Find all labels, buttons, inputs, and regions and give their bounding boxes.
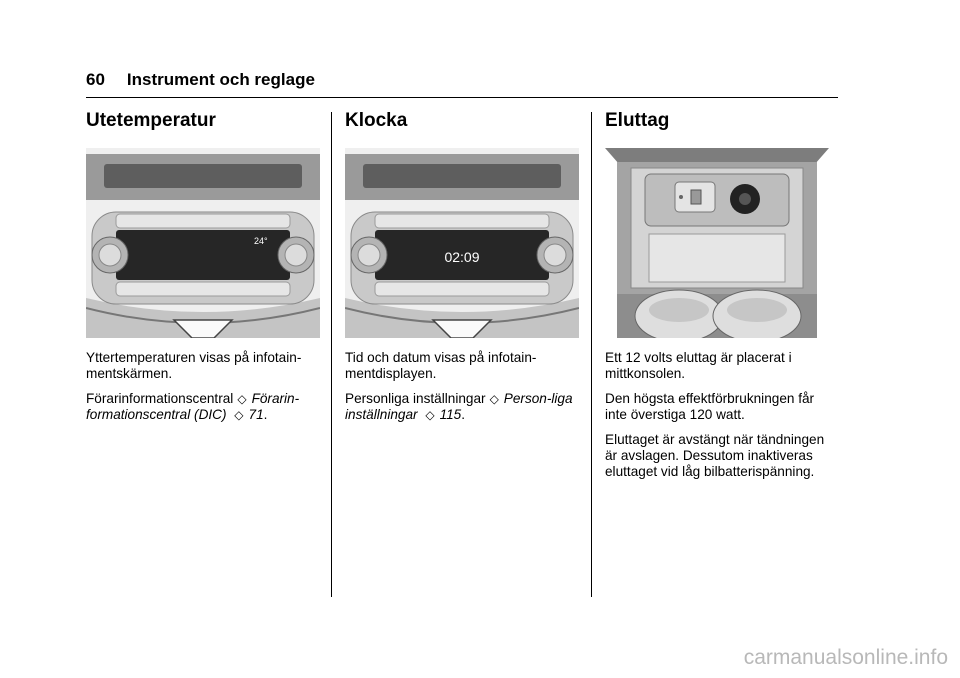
reference-icon: ◇	[489, 392, 499, 406]
page-reference[interactable]: 71	[248, 407, 264, 422]
header-rule	[86, 97, 838, 98]
section-heading: Klocka	[345, 110, 408, 131]
cross-reference-link[interactable]: Förarin-formationscentral (DIC)	[86, 391, 300, 422]
paragraph: Förarinformationscentral ◇ Förarin-formationscentral (DIC) ◇ 71.	[86, 391, 300, 422]
page-number: 60	[86, 70, 105, 89]
page-reference[interactable]: 115	[439, 407, 462, 422]
watermark: carmanualsonline.info	[743, 646, 948, 669]
paragraph: Den högsta effektförbrukningen får inte överstiga 120 watt.	[605, 391, 815, 422]
paragraph: Eluttaget är avstängt när tändningen är avslagen. Dessutom inaktiveras eluttaget vid låg bilbatterispänning.	[605, 432, 825, 479]
cross-reference-link[interactable]: Person-liga inställningar	[345, 391, 573, 422]
section-clock	[345, 110, 581, 423]
reference-icon: ◇	[234, 408, 244, 422]
page-header	[86, 70, 315, 90]
column-divider	[591, 112, 592, 597]
display-clock: 02:09	[444, 249, 480, 265]
chapter-title: Instrument och reglage	[126, 70, 315, 89]
section-power-outlet	[605, 110, 839, 480]
section-outside-temperature	[86, 110, 322, 423]
section-heading: Eluttag	[605, 110, 670, 131]
paragraph: Personliga inställningar ◇ Person-liga inställningar ◇ 115.	[345, 391, 573, 422]
reference-icon: ◇	[237, 392, 247, 406]
paragraph: Ett 12 volts eluttag är placerat i mittkonsolen.	[605, 350, 792, 381]
power-outlet-illustration	[605, 148, 829, 338]
reference-icon: ◇	[425, 408, 435, 422]
paragraph: Yttertemperaturen visas på infotain-mentskärmen.	[86, 350, 302, 381]
section-heading: Utetemperatur	[86, 110, 216, 131]
display-temperature: 24°	[254, 236, 268, 246]
paragraph: Tid och datum visas på infotain-mentdisplayen.	[345, 350, 537, 381]
infotainment-illustration	[86, 148, 320, 338]
column-divider	[331, 112, 332, 597]
infotainment-illustration	[345, 148, 579, 338]
